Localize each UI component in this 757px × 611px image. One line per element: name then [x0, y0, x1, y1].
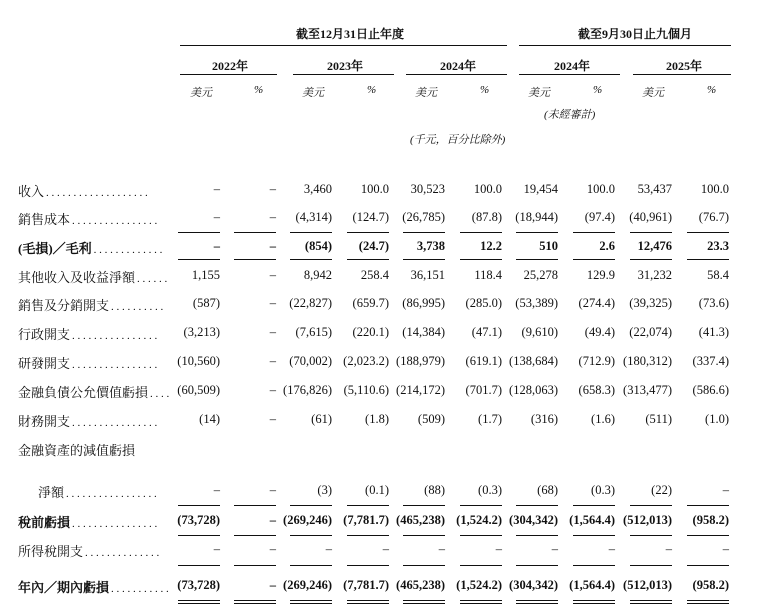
- row-value: (269,246): [283, 578, 332, 592]
- row-value: 31,232: [637, 268, 672, 282]
- row-value: –: [269, 239, 276, 253]
- group-underline-year: [180, 45, 507, 46]
- row-value: (14,384): [402, 325, 445, 339]
- row-value: (9,610): [521, 325, 558, 339]
- subtotal-rule: [234, 232, 276, 233]
- year-header: 2024年: [440, 59, 477, 73]
- subtotal-rule: [403, 505, 445, 506]
- row-leader-dots: . . . . . . . . . . . . . . . .: [72, 330, 158, 342]
- row-value: (586.6): [692, 383, 729, 397]
- subtotal-rule: [573, 535, 615, 536]
- row-value: (87.8): [471, 210, 502, 224]
- row-value: (22,074): [629, 325, 672, 339]
- subtotal-rule: [573, 259, 615, 260]
- row-value: (10,560): [177, 354, 220, 368]
- row-value: (22): [651, 483, 672, 497]
- row-value: 30,523: [410, 182, 445, 196]
- row-value: 129.9: [586, 268, 615, 282]
- row-value: (214,172): [396, 383, 445, 397]
- row-leader-dots: . . . . . .: [137, 273, 168, 285]
- row-value: 100.0: [473, 182, 502, 196]
- unit-percent: %: [480, 84, 490, 96]
- row-label-text: 銷售及分銷開支: [18, 298, 110, 313]
- row-value: (1,524.2): [456, 513, 502, 527]
- unaudited-note: (未經審計): [544, 109, 596, 121]
- row-value: (70,002): [289, 354, 332, 368]
- row-value: (512,013): [623, 578, 672, 592]
- row-value: –: [608, 542, 615, 556]
- row-value: (49.4): [584, 325, 615, 339]
- row-value: (587): [192, 296, 220, 310]
- row-value: 23.3: [707, 239, 729, 253]
- subtotal-rule: [234, 505, 276, 506]
- row-value: (269,246): [283, 513, 332, 527]
- unit-currency: 美元: [415, 87, 437, 99]
- row-label: [18, 382, 169, 401]
- row-value: (26,785): [402, 210, 445, 224]
- row-value: 258.4: [360, 268, 389, 282]
- row-value: (39,325): [629, 296, 672, 310]
- row-value: (97.4): [584, 210, 615, 224]
- row-label-text: 其他收入及收益淨額: [18, 270, 136, 285]
- year-underline: [519, 74, 620, 75]
- row-label-text: 金融資產的減值虧損: [18, 443, 136, 458]
- year-underline: [633, 74, 731, 75]
- year-header: 2024年: [554, 59, 591, 73]
- subtotal-rule: [573, 232, 615, 233]
- row-value: (220.1): [352, 325, 389, 339]
- subtotal-rule: [234, 565, 276, 566]
- row-label: [18, 353, 157, 372]
- row-value: (73,728): [177, 578, 220, 592]
- subtotal-rule: [460, 259, 502, 260]
- total-double-rule: [347, 600, 389, 604]
- row-value: 19,454: [523, 182, 558, 196]
- subtotal-rule: [630, 259, 672, 260]
- subtotal-rule: [630, 535, 672, 536]
- row-value: 12.2: [480, 239, 502, 253]
- total-double-rule: [178, 600, 220, 604]
- subtotal-rule: [290, 232, 332, 233]
- row-value: (0.1): [365, 483, 389, 497]
- row-value: (73,728): [177, 513, 220, 527]
- row-leader-dots: . . . .: [150, 388, 170, 400]
- row-value: 8,942: [303, 268, 332, 282]
- row-value: –: [382, 542, 389, 556]
- row-value: (304,342): [509, 578, 558, 592]
- row-leader-dots: . . . . . . . . . . . . . .: [85, 547, 160, 559]
- year-header: 2022年: [212, 59, 249, 73]
- subtotal-rule: [516, 535, 558, 536]
- row-value: (0.3): [591, 483, 615, 497]
- row-value: (701.7): [465, 383, 502, 397]
- subtotal-rule: [573, 565, 615, 566]
- row-value: (24.7): [358, 239, 389, 253]
- row-value: (22,827): [289, 296, 332, 310]
- subtotal-rule: [516, 505, 558, 506]
- subtotal-rule: [347, 535, 389, 536]
- subtotal-rule: [516, 232, 558, 233]
- subtotal-rule: [460, 535, 502, 536]
- subtotal-rule: [234, 259, 276, 260]
- row-value: (1.6): [591, 412, 615, 426]
- row-value: –: [269, 296, 276, 310]
- row-value: 3,738: [416, 239, 445, 253]
- row-value: (5,110.6): [343, 383, 389, 397]
- row-value: –: [722, 542, 729, 556]
- row-value: (316): [530, 412, 558, 426]
- row-label-text: 財務開支: [18, 414, 71, 429]
- subtotal-rule: [516, 565, 558, 566]
- unit-currency: 美元: [642, 87, 664, 99]
- total-double-rule: [290, 600, 332, 604]
- subtotal-rule: [178, 565, 220, 566]
- row-value: 510: [539, 239, 558, 253]
- subtotal-rule: [403, 232, 445, 233]
- row-value: –: [269, 578, 276, 592]
- row-value: –: [269, 210, 276, 224]
- subtotal-rule: [178, 535, 220, 536]
- subtotal-rule: [290, 259, 332, 260]
- row-value: –: [722, 483, 729, 497]
- row-value: (2,023.2): [343, 354, 389, 368]
- row-value: 36,151: [410, 268, 445, 282]
- row-value: (337.4): [692, 354, 729, 368]
- row-value: (176,826): [283, 383, 332, 397]
- row-value: 3,460: [303, 182, 332, 196]
- row-value: 100.0: [360, 182, 389, 196]
- subtotal-rule: [516, 259, 558, 260]
- row-leader-dots: . . . . . . . . . . . . .: [93, 244, 163, 256]
- unit-percent: %: [707, 84, 717, 96]
- row-value: (41.3): [698, 325, 729, 339]
- subtotal-rule: [347, 259, 389, 260]
- row-leader-dots: . . . . . . . . . . .: [111, 583, 169, 595]
- row-value: (7,781.7): [343, 513, 389, 527]
- subtotal-rule: [573, 505, 615, 506]
- subtotal-rule: [687, 565, 729, 566]
- row-label-text: 年內／期內虧損: [18, 580, 110, 595]
- subtotal-rule: [290, 535, 332, 536]
- subtotal-rule: [460, 232, 502, 233]
- total-double-rule: [403, 600, 445, 604]
- row-leader-dots: . . . . . . . . . . . . . . . .: [72, 417, 158, 429]
- unit-currency: 美元: [528, 87, 550, 99]
- year-underline: [406, 74, 507, 75]
- row-label-text: 行政開支: [18, 327, 71, 342]
- row-value: 58.4: [707, 268, 729, 282]
- subtotal-rule: [347, 232, 389, 233]
- subtotal-rule: [290, 505, 332, 506]
- row-value: (304,342): [509, 513, 558, 527]
- row-label: [18, 267, 167, 286]
- row-label: [18, 324, 157, 343]
- row-value: (3): [317, 483, 332, 497]
- row-leader-dots: . . . . . . . . . . . . . . . . . . .: [46, 187, 148, 199]
- subtotal-rule: [687, 232, 729, 233]
- row-label-text: 金融負債公允價值虧損: [18, 385, 149, 400]
- row-value: (659.7): [352, 296, 389, 310]
- row-value: (86,995): [402, 296, 445, 310]
- row-value: (76.7): [698, 210, 729, 224]
- row-value: 53,437: [637, 182, 672, 196]
- subtotal-rule: [178, 505, 220, 506]
- row-value: (7,781.7): [343, 578, 389, 592]
- subtotal-rule: [290, 565, 332, 566]
- row-value: (53,389): [515, 296, 558, 310]
- row-label: [18, 512, 157, 531]
- row-value: (3,213): [183, 325, 220, 339]
- subtotal-rule: [687, 259, 729, 260]
- subtotal-rule: [460, 565, 502, 566]
- row-value: (1,564.4): [569, 578, 615, 592]
- row-label: [18, 411, 157, 430]
- row-value: (188,979): [396, 354, 445, 368]
- subtotal-rule: [630, 565, 672, 566]
- row-value: 12,476: [637, 239, 672, 253]
- row-value: (47.1): [471, 325, 502, 339]
- subtotal-rule: [687, 505, 729, 506]
- total-double-rule: [630, 600, 672, 604]
- row-value: (1,564.4): [569, 513, 615, 527]
- year-underline: [293, 74, 394, 75]
- row-leader-dots: . . . . . . . . . . . . . . . .: [72, 215, 158, 227]
- subtotal-rule: [347, 505, 389, 506]
- row-value: (509): [417, 412, 445, 426]
- row-value: (68): [537, 483, 558, 497]
- row-label: [38, 482, 157, 501]
- row-label: [18, 541, 159, 560]
- row-value: 118.4: [474, 268, 502, 282]
- row-value: –: [213, 239, 220, 253]
- subtotal-rule: [460, 505, 502, 506]
- unit-percent: %: [593, 84, 603, 96]
- total-double-rule: [516, 600, 558, 604]
- row-label: [18, 295, 163, 314]
- row-value: (61): [311, 412, 332, 426]
- row-label-text: 銷售成本: [18, 212, 71, 227]
- row-label: [18, 577, 169, 596]
- row-value: –: [213, 542, 220, 556]
- subtotal-rule: [178, 232, 220, 233]
- group-underline-nine-months: [519, 45, 731, 46]
- subtotal-rule: [403, 259, 445, 260]
- row-label-text: 淨額: [38, 485, 65, 500]
- total-double-rule: [460, 600, 502, 604]
- row-value: –: [269, 325, 276, 339]
- row-value: 25,278: [523, 268, 558, 282]
- row-value: –: [665, 542, 672, 556]
- total-double-rule: [687, 600, 729, 604]
- row-label: [18, 181, 148, 200]
- row-value: (274.4): [578, 296, 615, 310]
- row-value: –: [551, 542, 558, 556]
- row-leader-dots: . . . . . . . . . .: [111, 301, 164, 313]
- row-value: –: [269, 483, 276, 497]
- unit-percent: %: [367, 84, 377, 96]
- row-value: (619.1): [465, 354, 502, 368]
- row-label-text: 所得稅開支: [18, 544, 84, 559]
- row-value: (128,063): [509, 383, 558, 397]
- row-value: 2.6: [599, 239, 615, 253]
- row-value: (88): [424, 483, 445, 497]
- row-value: 1,155: [191, 268, 220, 282]
- row-label-text: 稅前虧損: [18, 515, 71, 530]
- row-value: (285.0): [465, 296, 502, 310]
- row-value: (7,615): [295, 325, 332, 339]
- row-value: –: [213, 483, 220, 497]
- row-value: (73.6): [698, 296, 729, 310]
- row-leader-dots: . . . . . . . . . . . . . . . . .: [66, 488, 157, 500]
- subtotal-rule: [687, 535, 729, 536]
- group-header-year: 截至12月31日止年度: [296, 27, 405, 41]
- row-value: (1.7): [478, 412, 502, 426]
- row-value: (511): [645, 412, 672, 426]
- subtotal-rule: [178, 259, 220, 260]
- row-value: –: [269, 383, 276, 397]
- row-value: (658.3): [578, 383, 615, 397]
- row-value: –: [325, 542, 332, 556]
- year-header: 2023年: [327, 59, 364, 73]
- row-value: (313,477): [623, 383, 672, 397]
- row-value: (18,944): [515, 210, 558, 224]
- row-value: (958.2): [692, 578, 729, 592]
- year-underline: [180, 74, 277, 75]
- row-label-text: (毛損)／毛利: [18, 241, 92, 256]
- row-value: –: [213, 182, 220, 196]
- unit-note: (千元，百分比除外): [410, 134, 506, 146]
- total-double-rule: [234, 600, 276, 604]
- total-double-rule: [573, 600, 615, 604]
- row-value: –: [438, 542, 445, 556]
- row-value: (465,238): [396, 578, 445, 592]
- row-value: –: [269, 182, 276, 196]
- row-value: –: [213, 210, 220, 224]
- row-value: (124.7): [352, 210, 389, 224]
- row-label: [18, 238, 162, 257]
- subtotal-rule: [630, 232, 672, 233]
- row-leader-dots: . . . . . . . . . . . . . . . .: [72, 518, 158, 530]
- row-label: [18, 209, 157, 228]
- row-value: –: [269, 542, 276, 556]
- subtotal-rule: [403, 565, 445, 566]
- row-label-text: 研發開支: [18, 356, 71, 371]
- row-value: (512,013): [623, 513, 672, 527]
- subtotal-rule: [630, 505, 672, 506]
- row-value: –: [495, 542, 502, 556]
- subtotal-rule: [347, 565, 389, 566]
- row-value: –: [269, 513, 276, 527]
- row-label-text: 收入: [18, 184, 45, 199]
- subtotal-rule: [403, 535, 445, 536]
- row-value: (0.3): [478, 483, 502, 497]
- unit-currency: 美元: [302, 87, 324, 99]
- row-leader-dots: . . . . . . . . . . . . . . . .: [72, 359, 158, 371]
- row-value: (40,961): [629, 210, 672, 224]
- row-value: (4,314): [295, 210, 332, 224]
- row-value: (465,238): [396, 513, 445, 527]
- row-value: (854): [304, 239, 332, 253]
- row-value: (1.0): [705, 412, 729, 426]
- row-value: (712.9): [578, 354, 615, 368]
- unit-percent: %: [254, 84, 264, 96]
- row-value: (1.8): [365, 412, 389, 426]
- row-value: (60,509): [177, 383, 220, 397]
- year-header: 2025年: [666, 59, 703, 73]
- row-value: –: [269, 354, 276, 368]
- row-value: 100.0: [700, 182, 729, 196]
- row-value: –: [269, 412, 276, 426]
- row-value: –: [269, 268, 276, 282]
- row-value: (14): [199, 412, 220, 426]
- unit-currency: 美元: [190, 87, 212, 99]
- row-value: (180,312): [623, 354, 672, 368]
- row-value: (958.2): [692, 513, 729, 527]
- row-value: (1,524.2): [456, 578, 502, 592]
- subtotal-rule: [234, 535, 276, 536]
- row-value: 100.0: [586, 182, 615, 196]
- row-value: (138,684): [509, 354, 558, 368]
- row-label: [18, 440, 137, 459]
- group-header-nine-months: 截至9月30日止九個月: [578, 27, 693, 41]
